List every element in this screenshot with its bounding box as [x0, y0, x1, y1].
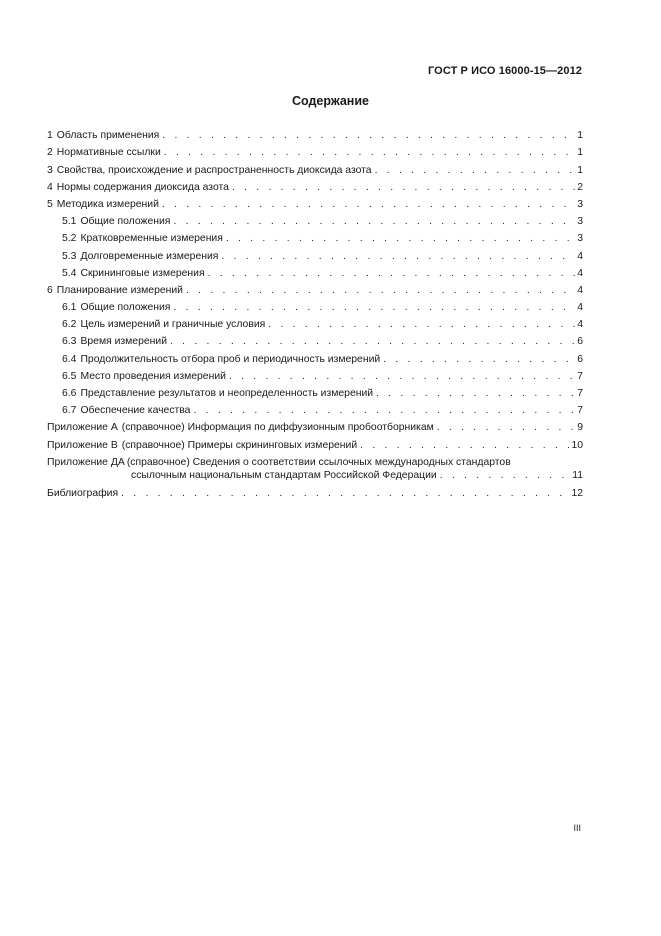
- toc-entry-page: 3: [577, 216, 583, 228]
- toc-entry[interactable]: [47, 125, 583, 142]
- toc-entry-text: Время измерений: [80, 336, 167, 348]
- toc-subentry[interactable]: [47, 228, 583, 245]
- toc-entry-page: 7: [577, 405, 583, 417]
- toc-entry-page: 11: [572, 469, 583, 481]
- toc-subentry[interactable]: [47, 314, 583, 331]
- toc-subentry[interactable]: [47, 383, 583, 400]
- toc-entry-page: 3: [577, 198, 583, 210]
- dot-leader: [375, 165, 576, 177]
- toc-entry-number: 5.3: [62, 250, 77, 262]
- dot-leader: [226, 233, 575, 245]
- toc-annex-entry[interactable]: [47, 434, 583, 451]
- toc-entry-page: 1: [577, 130, 583, 142]
- toc-entry-text: Библиография: [47, 487, 119, 499]
- toc-entry-number: 2: [47, 147, 53, 159]
- toc-entry-number: 6.3: [62, 336, 77, 348]
- toc-subentry[interactable]: [47, 366, 583, 383]
- toc-entry-text: Представление результатов и неопределенность измерений: [80, 388, 374, 399]
- toc-entry-number: 6.1: [62, 302, 77, 314]
- toc-entry-page: 10: [571, 439, 583, 451]
- toc-entry-number: 5: [47, 198, 53, 210]
- toc-entry-page: 6: [577, 353, 583, 365]
- table-of-contents: [47, 125, 583, 500]
- toc-entry[interactable]: [47, 159, 583, 176]
- toc-entry-number: 5.4: [62, 267, 77, 279]
- toc-entry-number: Приложение ДА: [47, 456, 125, 468]
- toc-entry-text: Общие положения: [80, 216, 171, 228]
- toc-subentry[interactable]: [47, 348, 583, 365]
- toc-title: Содержание: [291, 94, 369, 108]
- toc-entry-page: 4: [577, 302, 583, 314]
- toc-annex-entry[interactable]: [47, 417, 583, 434]
- dot-leader: [186, 285, 575, 297]
- toc-entry-text: Нормативные ссылки: [56, 147, 161, 159]
- toc-subentry[interactable]: [47, 331, 583, 348]
- dot-leader: [268, 319, 575, 331]
- dot-leader: [193, 405, 575, 417]
- toc-entry-text: (справочное) Информация по диффузионным пробоотборникам: [121, 422, 434, 434]
- toc-entry-number: 6.2: [62, 319, 77, 331]
- toc-entry-number: 6: [47, 284, 53, 296]
- toc-entry-text: Место проведения измерений: [80, 370, 226, 382]
- toc-entry-text: (справочное) Примеры скрининговых измерений: [121, 439, 358, 451]
- toc-entry-text: Кратковременные измерения: [80, 233, 223, 245]
- toc-entry-text: Область применения: [56, 130, 160, 142]
- toc-entry-number: 5.2: [62, 233, 77, 245]
- toc-entry-number: 6.7: [62, 405, 77, 417]
- toc-entry-text: Скрининговые измерения: [80, 267, 205, 279]
- toc-entry[interactable]: [47, 280, 583, 297]
- toc-annex-da-entry[interactable]: [47, 457, 583, 482]
- toc-entry-text: Цель измерений и граничные условия: [80, 319, 266, 331]
- toc-subentry[interactable]: [47, 297, 583, 314]
- toc-entry-number: 5.1: [62, 216, 77, 228]
- toc-entry-number: 6.6: [62, 388, 77, 399]
- toc-entry-number: 6.5: [62, 370, 77, 382]
- dot-leader: [121, 488, 569, 500]
- dot-leader: [164, 147, 575, 159]
- toc-entry-text: Долговременные измерения: [80, 250, 219, 262]
- toc-entry-number: 4: [47, 181, 53, 193]
- dot-leader: [162, 130, 575, 142]
- dot-leader: [440, 470, 570, 482]
- toc-subentry[interactable]: [47, 263, 583, 280]
- toc-entry-number: 3: [47, 164, 53, 176]
- toc-subentry[interactable]: [47, 245, 583, 262]
- dot-leader: [170, 336, 575, 348]
- toc-entry-page: 7: [577, 388, 583, 399]
- dot-leader: [232, 182, 575, 194]
- dot-leader: [221, 251, 575, 263]
- toc-subentry[interactable]: [47, 400, 583, 417]
- toc-entry-text: Обеспечение качества: [80, 405, 191, 417]
- dot-leader: [229, 371, 575, 383]
- toc-entry-text: Продолжительность отбора проб и периодичность измерений: [80, 353, 381, 365]
- dot-leader: [173, 302, 575, 314]
- toc-entry[interactable]: [47, 177, 583, 194]
- toc-entry-text: Планирование измерений: [56, 284, 183, 296]
- toc-entry-text: Свойства, происхождение и распространенность диоксида азота: [56, 164, 372, 176]
- toc-entry-page: 12: [571, 487, 583, 499]
- toc-entry-page: 2: [577, 181, 583, 193]
- toc-entry-number: 6.4: [62, 353, 77, 365]
- toc-entry-text: (справочное) Сведения о соответствии ссылочных международных стандартов: [126, 456, 511, 468]
- dot-leader: [162, 199, 575, 211]
- toc-entry-page: 3: [577, 233, 583, 245]
- toc-entry-page: 9: [577, 422, 583, 434]
- toc-entry-page: 1: [577, 147, 583, 159]
- dot-leader: [208, 268, 576, 280]
- dot-leader: [437, 422, 575, 434]
- toc-entry-text-continued: ссылочным национальным стандартам Российской Федерации: [131, 469, 437, 481]
- toc-entry-number: Приложение А: [47, 422, 118, 434]
- toc-entry-page: 4: [577, 319, 583, 331]
- dot-leader: [173, 216, 575, 228]
- toc-entry-number: 1: [47, 130, 53, 142]
- toc-entry-page: 1: [577, 164, 583, 176]
- document-code: ГОСТ Р ИСО 16000-15—2012: [427, 65, 582, 77]
- toc-entry-text: Методика измерений: [56, 198, 159, 210]
- toc-subentry[interactable]: [47, 211, 583, 228]
- toc-entry-page: 7: [577, 370, 583, 382]
- toc-entry-page: 4: [577, 284, 583, 296]
- page-number: III: [573, 823, 581, 833]
- toc-entry-page: 6: [577, 336, 583, 348]
- toc-entry[interactable]: [47, 194, 583, 211]
- dot-leader: [376, 388, 575, 400]
- toc-entry-text: Общие положения: [80, 302, 171, 314]
- toc-entry[interactable]: [47, 142, 583, 159]
- toc-bibliography-entry[interactable]: [47, 483, 583, 500]
- toc-entry-text: Нормы содержания диоксида азота: [56, 181, 229, 193]
- toc-entry-number: Приложение В: [47, 439, 118, 451]
- dot-leader: [360, 440, 569, 452]
- toc-entry-page: 4: [577, 267, 583, 279]
- toc-entry-page: 4: [577, 250, 583, 262]
- dot-leader: [383, 354, 575, 366]
